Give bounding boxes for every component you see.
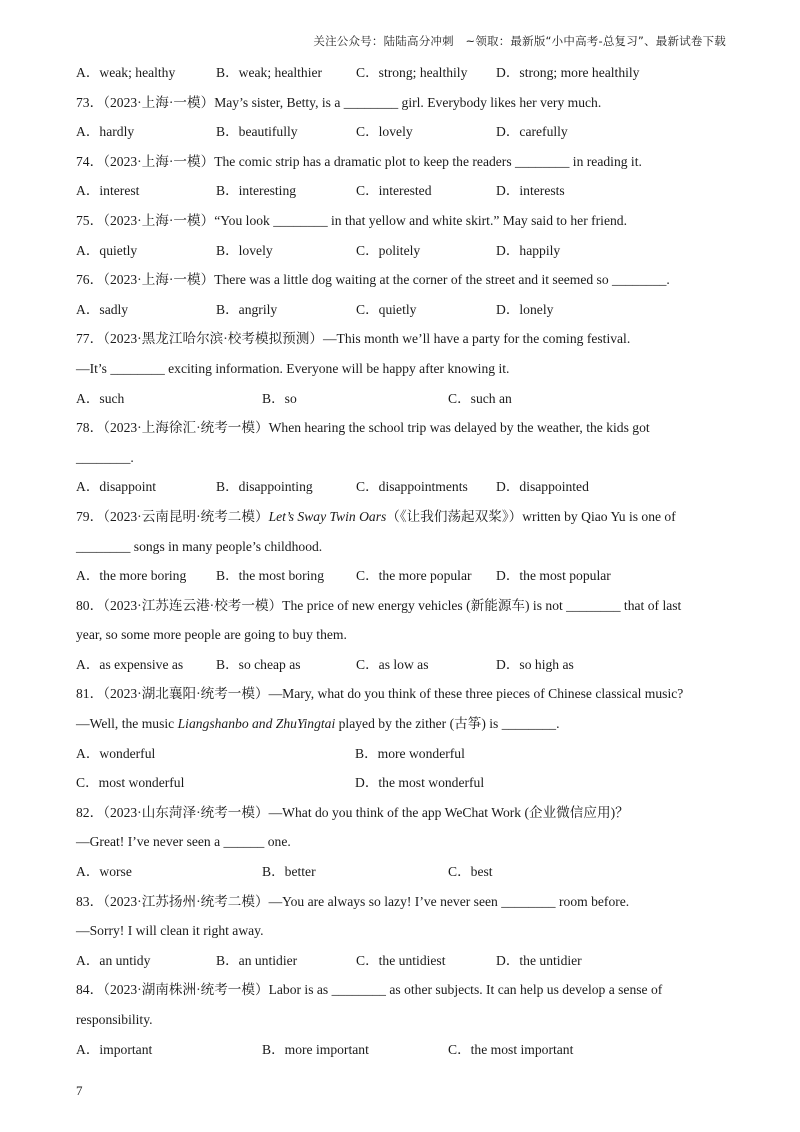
question-81-options-row2 [76,768,724,798]
question-84-options [76,1035,724,1065]
question-82-options [76,857,724,887]
option-a: A．hardly [76,124,135,140]
option-a: A．such [76,390,125,406]
question-78-options [76,472,724,502]
question-79-prefix: 79．（2023·云南昆明·统考二模） [76,508,269,524]
option-b: B．better [262,864,316,880]
question-82-stem: 82．（2023·山东菏泽·统考一模）—What do you think of the app WeChat Work (企业微信应用)？ [76,804,629,820]
option-b: B．so [262,390,297,406]
question-78-stem-line2: ________. [76,449,134,465]
option-d: D．the untidier [496,952,582,968]
option-d: D．carefully [496,124,568,140]
option-a: A．the more boring [76,568,187,584]
option-c: C．best [448,864,493,880]
option-a: A．wonderful [76,745,156,761]
option-a: A．interest [76,183,140,199]
option-c: C．as low as [356,656,429,672]
page-number: 7 [76,1083,83,1098]
question-72-options [76,58,724,88]
option-d: D．happily [496,242,561,258]
question-77-stem-line2: —It’s ________ exciting information. Everyone will be happy after knowing it. [76,360,510,376]
question-81-options-row1 [76,739,724,769]
option-b: B．an untidier [216,952,298,968]
question-79-suffix: （《让我们荡起双桨》）written by Qiao Yu is one of [386,508,676,524]
question-73-options [76,117,724,147]
option-c: C．the more popular [356,568,472,584]
option-c: C．the untidiest [356,952,446,968]
option-c: C．most wonderful [76,775,185,791]
option-d: D．lonely [496,301,554,317]
option-a: A．worse [76,864,132,880]
question-81-stem-line2 [76,709,724,739]
option-c: C．quietly [356,301,417,317]
option-a: A．disappoint [76,479,157,495]
question-76-stem: 76．（2023·上海·一模）There was a little dog waiting at the corner of the street and it seemed so ________. [76,272,670,288]
option-c: C．the most important [448,1041,574,1057]
question-76-options [76,295,724,325]
option-b: B．lovely [216,242,273,258]
option-a: A．important [76,1041,153,1057]
option-a: A．quietly [76,242,138,258]
question-79-options [76,561,724,591]
option-a: A．as expensive as [76,656,184,672]
question-80-stem: 80．（2023·江苏连云港·校考一模）The price of new energy vehicles (新能源车) is not ________ that of last [76,597,682,613]
option-c: C．disappointments [356,479,468,495]
option-a: A．an untidy [76,952,151,968]
option-b: B．more wonderful [355,745,465,761]
question-83-options [76,946,724,976]
question-75-stem: 75．（2023·上海·一模）“You look ________ in that yellow and white skirt.” May said to her friend. [76,212,627,228]
question-79-stem-line2: ________ songs in many people’s childhood. [76,538,323,554]
question-80-options [76,650,724,680]
option-d: D．the most wonderful [355,775,485,791]
option-d: D．interests [496,183,565,199]
page-header: 关注公众号：陆陆高分冲刺 ~领取：最新版“小中高考-总复习”、最新试卷下载 [313,34,726,48]
question-82-stem-line2: —Great! I’ve never seen a ______ one. [76,834,291,850]
question-77-stem: 77．（2023·黑龙江哈尔滨·校考模拟预测）—This month we’ll have a party for the coming festival. [76,331,631,347]
music-title: Liangshanbo and ZhuYingtai [177,716,336,732]
option-d: D．strong; more healthily [496,65,640,80]
option-c: C．interested [356,183,432,199]
option-b: B．the most boring [216,568,324,584]
option-d: D．disappointed [496,479,589,495]
question-73-stem: 73．（2023·上海·一模）May’s sister, Betty, is a ________ girl. Everybody likes her very much. [76,94,602,110]
question-74-stem: 74．（2023·上海·一模）The comic strip has a dramatic plot to keep the readers ________ in reading it. [76,153,642,169]
option-c: C．lovely [356,124,413,140]
option-d: D．the most popular [496,568,611,584]
question-77-options [76,384,724,414]
question-84-stem: 84．（2023·湖南株洲·统考一模）Labor is as ________ as other subjects. It can help us develop a sense of [76,982,663,998]
option-a: A．weak; healthy [76,65,176,80]
option-b: B．angrily [216,301,278,317]
question-80-stem-line2: year, so some more people are going to buy them. [76,627,347,643]
option-b: B．beautifully [216,124,298,140]
option-b: B．more important [262,1041,369,1057]
option-b: B．interesting [216,183,297,199]
option-c: C．strong; healthily [356,65,468,80]
question-81-line2-suffix: played by the zither (古筝) is ________. [335,716,560,732]
question-75-options [76,236,724,266]
question-83-stem-line2: —Sorry! I will clean it right away. [76,923,264,939]
option-c: C．politely [356,242,421,258]
option-b: B．disappointing [216,479,313,495]
option-b: B．so cheap as [216,656,301,672]
option-c: C．such an [448,390,512,406]
question-81-stem: 81．（2023·湖北襄阳·统考一模）—Mary, what do you think of these three pieces of Chinese classical music? [76,686,684,702]
question-list [76,58,724,1064]
option-b: B．weak; healthier [216,65,323,80]
song-title: Let’s Sway Twin Oars [268,508,387,524]
option-a: A．sadly [76,301,129,317]
option-d: D．so high as [496,656,574,672]
question-83-stem: 83．（2023·江苏扬州·统考二模）—You are always so lazy! I’ve never seen ________ room before. [76,893,630,909]
question-74-options [76,176,724,206]
question-84-stem-line2: responsibility. [76,1012,153,1027]
question-78-stem: 78．（2023·上海徐汇·统考一模）When hearing the school trip was delayed by the weather, the kids got [76,420,650,436]
question-79-stem [76,502,724,532]
question-81-line2-prefix: —Well, the music [76,716,178,732]
